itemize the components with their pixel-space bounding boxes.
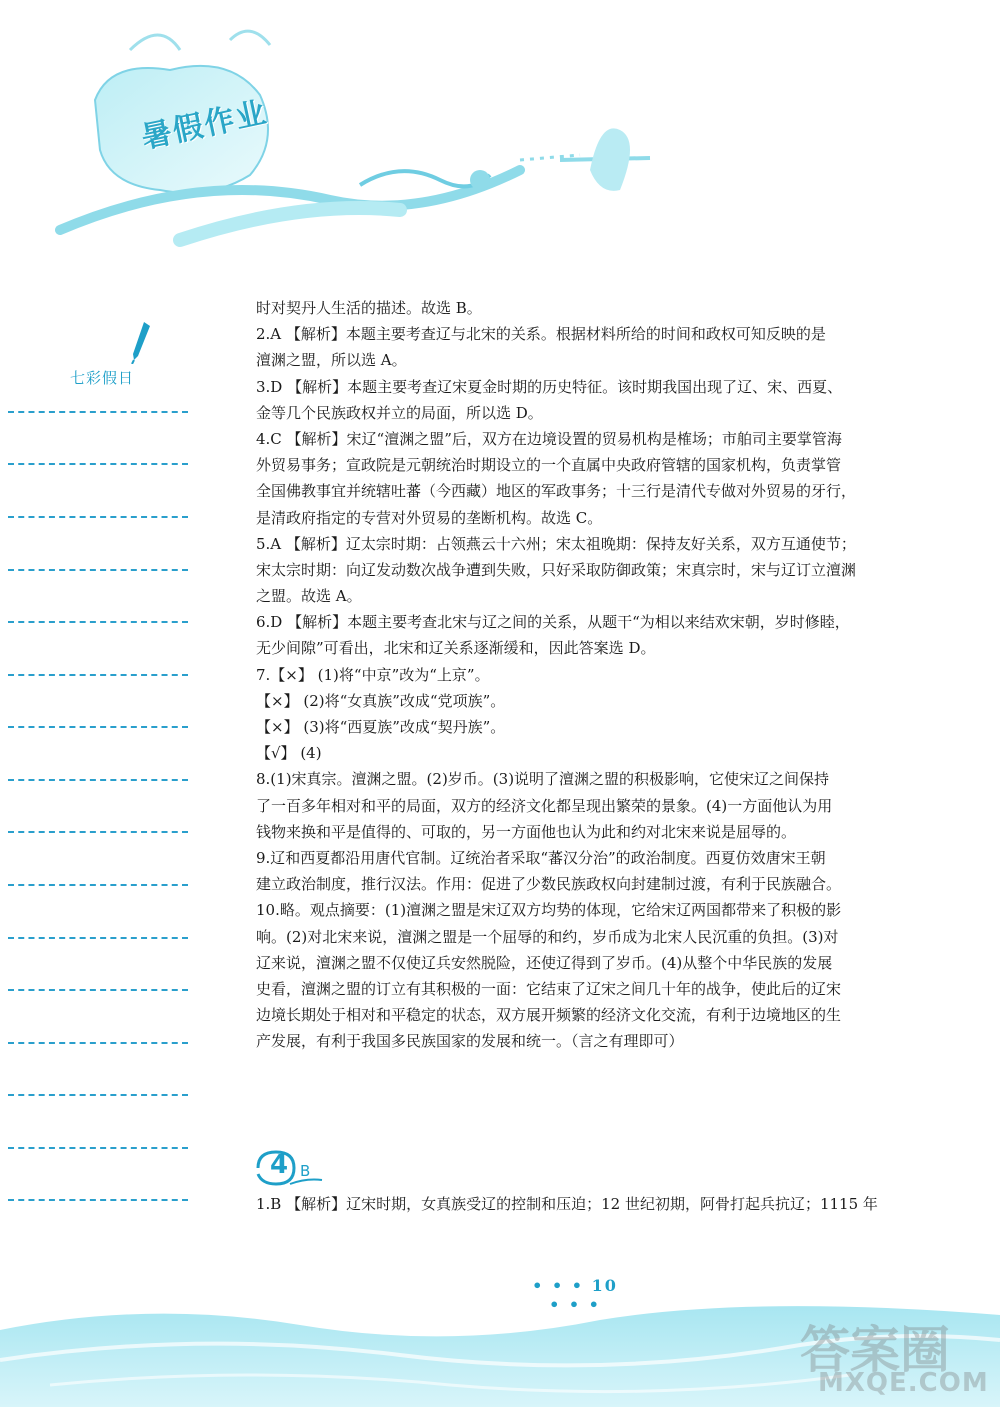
note-line	[8, 989, 188, 991]
section-number: 4	[270, 1150, 289, 1180]
note-line	[8, 463, 188, 465]
text-line: 金等几个民族政权并立的局面，所以选 D。	[256, 403, 543, 422]
pen-icon	[130, 320, 154, 364]
note-line	[8, 831, 188, 833]
text-line: 响。(2)对北宋来说，澶渊之盟是一个屈辱的和约，岁币成为北宋人民沉重的负担。(3)对	[256, 927, 839, 946]
text-line: 7.【×】 (1)将“中京”改为“上京”。	[256, 665, 490, 684]
sidebar-label: 七彩假日	[70, 369, 135, 387]
text-line: 边境长期处于相对和平稳定的状态，双方展开频繁的经济文化交流，有利于边境地区的生	[256, 1006, 842, 1025]
note-line	[8, 726, 188, 728]
text-line: 产发展，有利于我国多民族国家的发展和统一。（言之有理即可）	[256, 1032, 684, 1051]
text-line: 无少间隙”可看出，北宋和辽关系逐渐缓和，因此答案选 D。	[256, 639, 656, 658]
text-line: 澶渊之盟，所以选 A。	[256, 351, 407, 370]
note-line	[8, 674, 188, 676]
note-line	[8, 1147, 188, 1149]
note-line	[8, 621, 188, 623]
text-line: 是清政府指定的专营对外贸易的垄断机构。故选 C。	[256, 508, 603, 527]
text-line: 外贸易事务；宣政院是元朝统治时期设立的一个直属中央政府管辖的国家机构，负责掌管	[256, 456, 842, 475]
text-line: 全国佛教事宜并统辖吐蕃（今西藏）地区的军政事务；十三行是清代专做对外贸易的牙行，	[256, 482, 857, 501]
text-line: 8.(1)宋真宗。澶渊之盟。(2)岁币。(3)说明了澶渊之盟的积极影响，它使宋辽之间保持	[256, 770, 830, 789]
text-line: 6.D 【解析】本题主要考查北宋与辽之间的关系，从题干“为相以来结欢宋朝，岁时修睦，	[256, 613, 850, 632]
text-line: 了一百多年相对和平的局面，双方的经济文化都呈现出繁荣的景象。(4)一方面他认为用	[256, 796, 833, 815]
text-line: 5.A 【解析】辽太宗时期：占领燕云十六州；宋太祖晚期：保持友好关系，双方互通使节；	[256, 534, 856, 553]
note-line	[8, 516, 188, 518]
text-line: 9.辽和西夏都沿用唐代官制。辽统治者采取“蕃汉分治”的政治制度。西夏仿效唐宋王朝	[256, 848, 826, 867]
watermark-url: MXQE.COM	[818, 1368, 989, 1398]
text-line: 宋太宗时期：向辽发动数次战争遭到失败，只好采取防御政策；宋真宗时，宋与辽订立澶渊	[256, 560, 857, 579]
text-line: 钱物来换和平是值得的、可取的，另一方面他也认为此和约对北宋来说是屈辱的。	[256, 822, 797, 841]
note-line	[8, 411, 188, 413]
note-line	[8, 1199, 188, 1201]
text-line: 建立政治制度，推行汉法。作用：促进了少数民族政权向封建制过渡，有利于民族融合。	[256, 875, 842, 894]
text-line: 1.B 【解析】辽宋时期，女真族受辽的控制和压迫；12 世纪初期，阿骨打起兵抗辽；1115 年	[256, 1195, 878, 1213]
note-line	[8, 1094, 188, 1096]
note-line	[8, 569, 188, 571]
banner-title: 暑假作业	[138, 94, 271, 156]
answer-text	[256, 295, 888, 1054]
section-badge-icon	[254, 1148, 324, 1188]
note-line	[8, 937, 188, 939]
watermark-logo: 答案圈	[800, 1321, 950, 1379]
note-line	[8, 884, 188, 886]
text-line: 【√】 (4)	[256, 744, 322, 763]
page-number: • • • 10 • • •	[532, 1276, 618, 1314]
note-line	[8, 779, 188, 781]
text-line: 10.略。观点摘要：(1)澶渊之盟是宋辽双方均势的体现，它给宋辽两国都带来了积极的影	[256, 901, 842, 920]
text-line: 辽来说，澶渊之盟不仅使辽兵安然脱险，还使辽得到了岁币。(4)从整个中华民族的发展	[256, 953, 833, 972]
text-line: 【×】 (3)将“西夏族”改成“契丹族”。	[256, 718, 506, 736]
text-line: 4.C 【解析】宋辽“澶渊之盟”后，双方在边境设置的贸易机构是榷场；市舶司主要掌管海	[256, 429, 842, 448]
text-line: 史看，澶渊之盟的订立有其积极的一面：它结束了辽宋之间几十年的战争，使此后的辽宋	[256, 979, 842, 998]
text-line: 2.A 【解析】本题主要考查辽与北宋的关系。根据材料所给的时间和政权可知反映的是	[256, 325, 826, 344]
note-line	[8, 1042, 188, 1044]
text-line: 3.D 【解析】本题主要考查辽宋夏金时期的历史特征。该时期我国出现了辽、宋、西夏、	[256, 377, 843, 396]
text-line: 【×】 (2)将“女真族”改成“党项族”。	[256, 691, 506, 710]
section-letter: B	[300, 1162, 311, 1180]
text-line: 时对契丹人生活的描述。故选 B。	[256, 299, 482, 317]
text-line: 之盟。故选 A。	[256, 587, 362, 606]
